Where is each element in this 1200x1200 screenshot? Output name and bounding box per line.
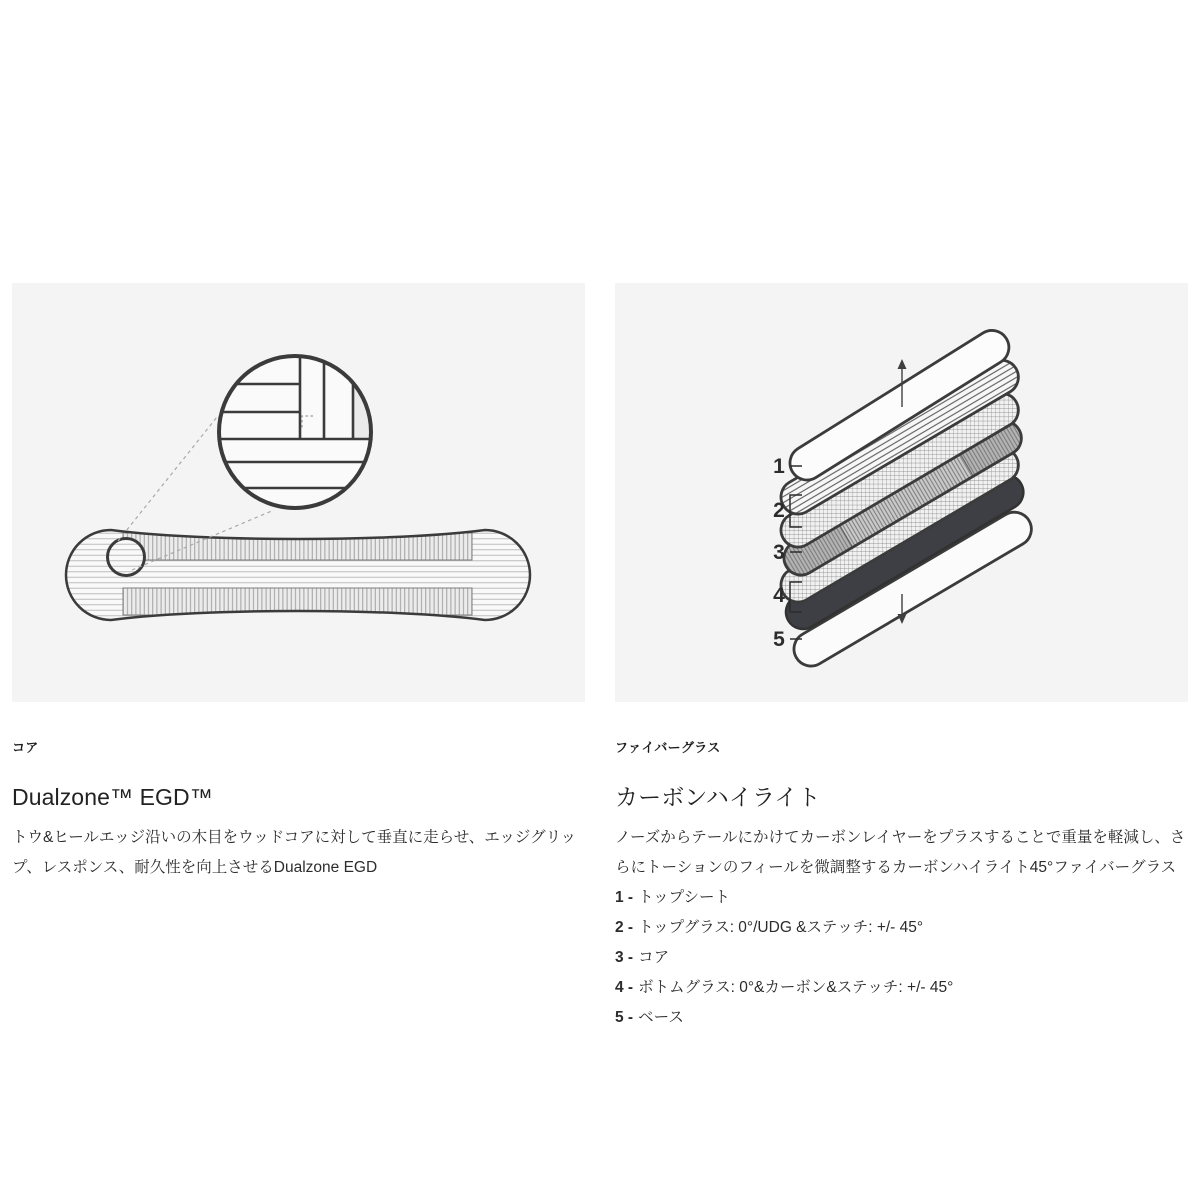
fiberglass-section: [615, 283, 1188, 1033]
list-item: [615, 883, 1188, 913]
list-item: [615, 1003, 1188, 1033]
core-description: トウ&ヒールエッジ沿いの木目をウッドコアに対して垂直に走らせ、エッジグリップ、レスポンス、耐久性を向上させるDualzone EGD: [12, 829, 577, 876]
fiberglass-diagram-panel: [615, 283, 1188, 702]
layer-number: 1 -: [615, 889, 634, 906]
core-diagram-panel: [12, 283, 585, 702]
diagram-label-2: 2: [773, 499, 785, 522]
diagram-label-4: 4: [773, 584, 785, 607]
layer-legend-list: [615, 883, 1188, 1033]
fiberglass-description: ノーズからテールにかけてカーボンレイヤーをプラスすることで重量を軽減し、さらにトーションのフィールを微調整するカーボンハイライト45°ファイバーグラス: [615, 829, 1186, 876]
layer-label: トップシート: [638, 889, 731, 906]
list-item: [615, 973, 1188, 1003]
layer-label: ベース: [638, 1009, 684, 1026]
list-item: [615, 943, 1188, 973]
diagram-label-3: 3: [773, 541, 785, 564]
fiberglass-title: カーボンハイライト: [615, 784, 821, 810]
diagram-label-1: 1: [773, 455, 785, 478]
core-title: Dualzone™ EGD™: [12, 784, 213, 810]
core-section: [12, 283, 585, 883]
layer-number: 3 -: [615, 949, 634, 966]
list-item: [615, 913, 1188, 943]
layer-number: 5 -: [615, 1009, 634, 1026]
core-eyebrow-label: コア: [12, 740, 39, 755]
layer-label: トップグラス: 0°/UDG &ステッチ: +/- 45°: [638, 919, 924, 936]
snowboard-wood-grain-diagram: [12, 283, 585, 702]
layer-number: 2 -: [615, 919, 634, 936]
fiberglass-eyebrow-label: ファイバーグラス: [615, 740, 721, 755]
wood-grain-magnifier: [216, 353, 375, 508]
diagram-label-5: 5: [773, 628, 785, 651]
layer-label: コア: [638, 949, 670, 966]
magnifier-source-circle: [108, 539, 145, 576]
layer-number: 4 -: [615, 979, 634, 996]
layer-label: ボトムグラス: 0°&カーボン&ステッチ: +/- 45°: [638, 979, 954, 996]
layer-stack-diagram: [615, 283, 1188, 702]
